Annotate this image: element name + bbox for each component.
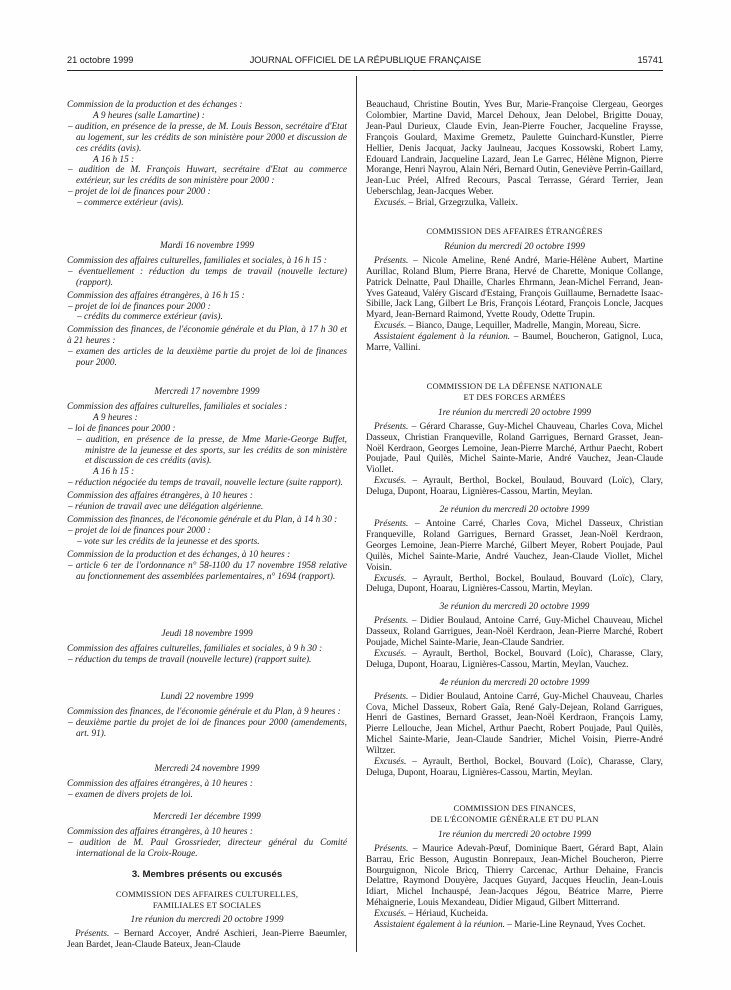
- commission-name: Commission de la production et des échanges :: [67, 100, 243, 110]
- excuses-label: Excusés.: [374, 648, 407, 659]
- agenda-item: – projet de loi de finances pour 2000 :: [68, 187, 211, 198]
- presents-list: [67, 929, 347, 951]
- presents-label: Présents.: [374, 616, 409, 627]
- presents-label: Présents.: [374, 421, 409, 432]
- commission-name: Commission des affaires étrangères, à 10 heures :: [67, 491, 253, 502]
- commission-title: COMMISSION DES AFFAIRES ÉTRANGÈRES: [426, 226, 603, 236]
- commission-title: COMMISSION DES FINANCES,: [453, 803, 576, 813]
- time-label: A 16 h 15 :: [93, 467, 135, 478]
- agenda-item: – audition de M. Paul Grossrieder, directeur général du Comité international de la Croix-Rouge.: [68, 837, 347, 859]
- presents-names: – Nicole Ameline, René André, Marie-Hélène Aubert, Martine Aurillac, Roland Blum, Pierre Brana, Hervé de Charette, Monique Collange, Patrick Delnatte, Paul Dhaille, Charles Ehrmann, Jean-Michel Ferrand, Jean-Yves Gateaud, Valéry Giscard d'Estaing, François Guillaume, Bernadette Isaac-Sibille, Jack Lang, Gilbert Le Bris, François Léotard, François Loncle, Jacques Myard, Jean-Bernard Raimond, Yvette Roudy, Odette Trupin.: [366, 255, 663, 321]
- presents-list: [366, 256, 663, 321]
- presents-label: Présents.: [374, 843, 409, 854]
- excuses-label: Excusés.: [374, 909, 407, 920]
- excuses-names: – Brial, Grzegrzulka, Valleix.: [406, 198, 518, 209]
- time-label: A 9 heures :: [93, 412, 138, 423]
- time-label: A 16 h 15 :: [93, 154, 135, 165]
- agenda-item: – loi de finances pour 2000 :: [68, 423, 176, 434]
- presents-names: – Gérard Charasse, Guy-Michel Chauveau, Charles Cova, Michel Dasseux, Christian Franqueville, Roland Garrigues, Bernard Grasset, Jean-Noël Kerdraon, Georges Lemoine, Jean-Pierre Marché, Arthur Paecht, Robert Poujade, Paul Quilès, Michel Sainte-Marie, André Vauchez, Jean-Claude Viollet.: [366, 421, 663, 476]
- agenda-day-lundi-22: [67, 692, 347, 740]
- presents-list: [366, 692, 663, 757]
- commission-finances: [366, 803, 663, 931]
- section-heading: 3. Membres présents ou excusés: [131, 869, 283, 880]
- agenda-item: – réduction négociée du temps de travail, nouvelle lecture (suite rapport).: [68, 478, 343, 489]
- assistaient-list: [366, 332, 663, 354]
- agenda-item: – article 6 ter de l'ordonnance n° 58-1100 du 17 novembre 1958 relative au fonctionnement des assemblées parlementaires, n° 1694 (rapport).: [68, 560, 347, 582]
- presents-list: [366, 844, 663, 909]
- agenda-item: – deuxième partie du projet de loi de finances pour 2000 (amendements, art. 91).: [68, 717, 347, 739]
- commission-affaires-culturelles-cont: [366, 100, 663, 209]
- commission-affaires-culturelles: [67, 889, 347, 951]
- excuses-list: [366, 574, 663, 596]
- column-divider: [356, 76, 357, 952]
- agenda-item: – projet de loi de finances pour 2000 :: [68, 301, 211, 312]
- presents-names: – Bernard Accoyer, André Aschieri, Jean-Pierre Baeumler, Jean Bardet, Jean-Claude Bateux, Jean-Claude: [67, 928, 347, 950]
- day-heading: Lundi 22 novembre 1999: [160, 692, 254, 702]
- assistaient-list: [366, 920, 663, 931]
- agenda-day-mercredi-17: [67, 387, 347, 582]
- excuses-label: Excusés.: [374, 476, 407, 487]
- presents-list: [366, 422, 663, 477]
- meeting-heading: 2e réunion du mercredi 20 octobre 1999: [439, 505, 590, 516]
- day-heading: Mercredi 17 novembre 1999: [154, 387, 260, 397]
- presents-names: – Didier Boulaud, Antoine Carré, Guy-Michel Chauveau, Michel Dasseux, Roland Garrigues, Jean-Noël Kerdraon, Jean-Pierre Marché, Robert Poujade, Michel Sainte-Marie, Jean-Claude Sandrier.: [366, 616, 663, 649]
- agenda-item: – réduction du temps de travail (nouvelle lecture) (rapport suite).: [68, 654, 312, 665]
- agenda-subitem: – crédits du commerce extérieur (avis).: [77, 312, 223, 323]
- excuses-names: – Hériaud, Kucheida.: [406, 909, 489, 920]
- agenda-block-production: [67, 100, 347, 209]
- presents-list: [366, 616, 663, 649]
- presents-list: [366, 519, 663, 574]
- agenda-day-mercredi-1er: [67, 812, 347, 860]
- time-label: A 9 heures (salle Lamartine) :: [93, 110, 205, 121]
- presents-label: Présents.: [75, 928, 110, 939]
- meeting-heading: 1re réunion du mercredi 20 octobre 1999: [130, 914, 284, 925]
- assistaient-names: – Marie-Line Reynaud, Yves Cochet.: [504, 920, 646, 931]
- agenda-item: – projet de loi de finances pour 2000 :: [68, 525, 211, 536]
- commission-name: Commission des finances, de l'économie générale et du Plan, à 17 h 30 et à 21 heures :: [67, 325, 347, 347]
- day-heading: Mardi 16 novembre 1999: [159, 241, 255, 251]
- excuses-list: [366, 649, 663, 671]
- excuses-label: Excusés.: [374, 573, 407, 584]
- excuses-names: – Ayrault, Berthol, Bockel, Bouvard (Loïc), Charasse, Clary, Deluga, Dupont, Hoarau, Lignières-Cassou, Martin, Meylan, Vauchez.: [366, 648, 663, 670]
- excuses-names: – Ayrault, Berthol, Bockel, Boulaud, Bouvard (Loïc), Clary, Deluga, Dupont, Hoarau, Lignières-Cassou, Martin, Meylan.: [366, 573, 663, 595]
- commission-name: Commission des affaires culturelles, familiales et sociales, à 16 h 15 :: [67, 255, 327, 266]
- commission-title: ET DES FORCES ARMÉES: [463, 391, 566, 402]
- presents-label: Présents.: [374, 518, 409, 529]
- presents-names: – Antoine Carré, Charles Cova, Michel Dasseux, Christian Franqueville, Roland Garrigues, Bernard Grasset, Jean-Noël Kerdraon, Georges Lemoine, Jean-Pierre Marché, Gilbert Meyer, Robert Poujade, Paul Quilès, Michel Sainte-Marie, André Vauchez, Jean-Claude Viollet, Michel Voisin.: [366, 518, 663, 573]
- excuses-names: – Bianco, Dauge, Lequiller, Madrelle, Mangin, Moreau, Sicre.: [406, 321, 641, 332]
- excuses-label: Excusés.: [374, 198, 407, 209]
- agenda-item: – réunion de travail avec une délégation algérienne.: [68, 502, 264, 513]
- day-heading: Jeudi 18 novembre 1999: [161, 629, 253, 639]
- commission-name: Commission des finances, de l'économie générale et du Plan, à 14 h 30 :: [67, 514, 338, 525]
- agenda-subitem: – commerce extérieur (avis).: [77, 198, 184, 209]
- agenda-subitem: – audition, en présence de la presse, de Mme Marie-George Buffet, ministre de la jeunesse et des sports, sur les crédits de son ministère et discussion de ces crédits (avis).: [77, 434, 347, 467]
- agenda-item: – audition de M. François Huwart, secrétaire d'Etat au commerce extérieur, sur les crédits de son ministère pour 2000 :: [68, 165, 347, 187]
- meeting-heading: 3e réunion du mercredi 20 octobre 1999: [439, 602, 590, 613]
- header-date: 21 octobre 1999: [67, 55, 134, 65]
- presents-names: – Didier Boulaud, Antoine Carré, Guy-Michel Chauveau, Charles Cova, Michel Dasseux, Robert Gaïa, René Galy-Dejean, Roland Garrigues, Henri de Gastines, Bernard Grasset, Jean-Noël Kerdraon, François Lamy, Pierre Lellouche, Jean Michel, Arthur Paecht, Robert Poujade, Paul Quilès, Michel Sainte-Marie, Jean-Claude Sandrier, Michel Voisin, Pierre-André Wiltzer.: [366, 691, 663, 757]
- presents-label: Présents.: [374, 255, 409, 266]
- agenda-subitem: – vote sur les crédits de la jeunesse et des sports.: [77, 536, 260, 547]
- commission-name: Commission des finances, de l'économie générale et du Plan, à 9 heures :: [67, 706, 341, 717]
- excuses-names: – Ayrault, Berthol, Bockel, Bouvard (Loïc), Charasse, Clary, Deluga, Dupont, Hoarau, Lignières-Cassou, Martin, Meylan.: [366, 757, 663, 778]
- commission-name: Commission des affaires étrangères, à 16 h 15 :: [67, 290, 245, 301]
- commission-title: FAMILIALES ET SOCIALES: [152, 899, 262, 910]
- commission-name: Commission de la production et des échanges, à 10 heures :: [67, 549, 291, 560]
- meeting-heading: 4e réunion du mercredi 20 octobre 1999: [439, 677, 590, 688]
- excuses-names: – Ayrault, Berthol, Bockel, Boulaud, Bouvard (Loïc), Clary, Deluga, Dupont, Hoarau, Lignières-Cassou, Martin, Meylan.: [366, 476, 663, 498]
- excuses-list: [366, 321, 663, 332]
- commission-title: COMMISSION DES AFFAIRES CULTURELLES,: [115, 889, 299, 899]
- agenda-item: – audition, en présence de la presse, de M. Louis Besson, secrétaire d'Etat au logement, sur les crédits de son ministère pour 2000 et discussion de ces crédits (avis).: [68, 121, 347, 154]
- agenda-day-mercredi-24: [67, 764, 347, 801]
- meeting-heading: Réunion du mercredi 20 octobre 1999: [444, 241, 585, 252]
- day-heading: Mercredi 1er décembre 1999: [153, 812, 261, 822]
- excuses-list: [366, 198, 663, 209]
- agenda-item: – éventuellement : réduction du temps de travail (nouvelle lecture) (rapport).: [68, 266, 347, 288]
- commission-title: COMMISSION DE LA DÉFENSE NATIONALE: [426, 381, 603, 391]
- commission-name: Commission des affaires culturelles, familiales et sociales, à 9 h 30 :: [67, 643, 323, 654]
- journal-title: JOURNAL OFFICIEL DE LA RÉPUBLIQUE FRANÇAISE: [249, 55, 482, 65]
- commission-title: DE L'ÉCONOMIE GÉNÉRALE ET DU PLAN: [430, 813, 599, 824]
- assistaient-label: Assistaient également à la réunion.: [374, 332, 511, 343]
- commission-defense-nationale: [366, 381, 663, 779]
- excuses-list: [366, 757, 663, 779]
- excuses-list: [366, 476, 663, 498]
- commission-name: Commission des affaires culturelles, familiales et sociales :: [67, 401, 288, 412]
- agenda-item: – examen des articles de la deuxième partie du projet de loi de finances pour 2000.: [68, 347, 347, 369]
- presents-names: – Maurice Adevah-Pœuf, Dominique Baert, Gérard Bapt, Alain Barrau, Eric Besson, Augustin Bonrepaux, Jean-Michel Boucheron, Pierre Bourguignon, Nicole Bricq, Thierry Carcenac, Arthur Dehaine, Francis Delattre, Raymond Douyère, Jacques Guyard, Jacques Heuclin, Jean-Louis Idiart, Michel Inchauspé, Jean-Jacques Jégou, Béatrice Marre, Pierre Méhaignerie, Louis Mexandeau, Didier Migaud, Gilbert Mitterrand.: [366, 843, 663, 909]
- meeting-heading: 1re réunion du mercredi 20 octobre 1999: [437, 829, 592, 840]
- assistaient-names: – Baumel, Boucheron, Gatignol, Luca, Marre, Vallini.: [366, 332, 663, 354]
- excuses-label: Excusés.: [374, 321, 407, 332]
- excuses-label: Excusés.: [374, 757, 407, 768]
- agenda-day-mardi-16: [67, 241, 347, 369]
- agenda-item: – examen de divers projets de loi.: [68, 789, 193, 800]
- excuses-list: [366, 909, 663, 920]
- assistaient-label: Assistaient également à la réunion.: [374, 920, 505, 931]
- presents-label: Présents.: [374, 691, 409, 702]
- header-rule: [67, 70, 663, 71]
- page-number: 15741: [637, 55, 663, 65]
- commission-name: Commission des affaires étrangères, à 10 heures :: [67, 826, 253, 837]
- commission-name: Commission des affaires étrangères, à 10 heures :: [67, 778, 253, 789]
- presents-names: Beauchaud, Christine Boutin, Yves Bur, Marie-Françoise Clergeau, Georges Colombier, Martine David, Marcel Dehoux, Jean Delobel, Brigitte Douay, Jean-Paul Durieux, Claude Evin, Jean-Pierre Foucher, Jacqueline Fraysse, François Goulard, Maxime Gremetz, Paulette Guinchard-Kunstler, Pierre Hellier, Denis Jacquat, Jacky Jaulneau, Jacques Kossowski, Robert Lamy, Edouard Landrain, Jacqueline Lazard, Jean Le Garrec, Hélène Mignon, Pierre Morange, Henri Nayrou, Alain Néri, Bernard Outin, Geneviève Perrin-Gaillard, Jean-Luc Préel, Alfred Recours, Pascal Terrasse, Gérard Terrier, Jean Ueberschlag, Jean-Jacques Weber.: [366, 100, 663, 198]
- agenda-day-jeudi-18: [67, 629, 347, 666]
- day-heading: Mercredi 24 novembre 1999: [154, 764, 260, 774]
- commission-affaires-etrangeres: [366, 226, 663, 354]
- meeting-heading: 1re réunion du mercredi 20 octobre 1999: [437, 407, 592, 418]
